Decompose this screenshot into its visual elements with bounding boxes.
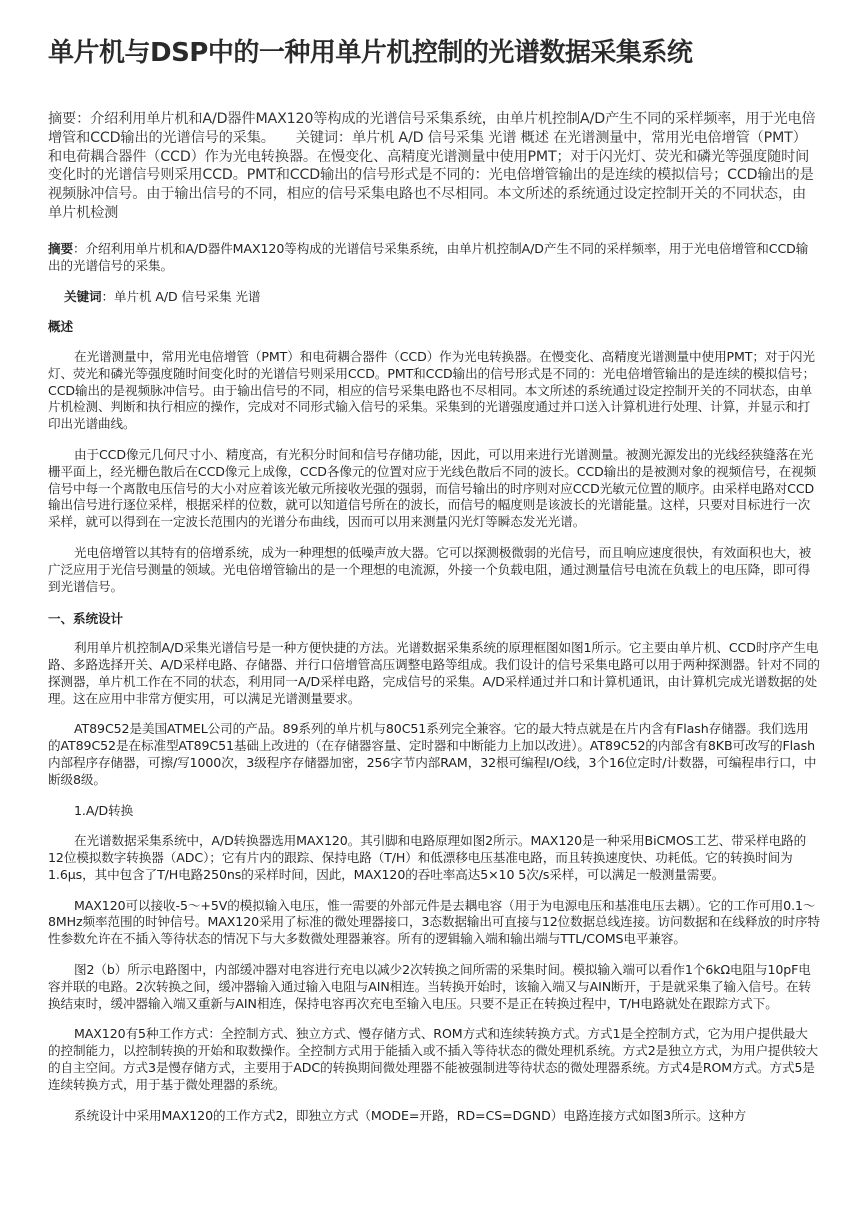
body-paragraph-3: 光电倍增管以其特有的倍增系统，成为一种理想的低噪声放大器。它可以探测极微弱的光信号，而且响应速度很快，有效面积也大，被广泛应用于光信号测量的领域。光电倍增管输出的是一个理想的电流源，外接一个负载电阻，通过测量信号电流在负载上的电压降，即可得到光谱信号。 <box>48 544 812 594</box>
keywords-label: 关键词 <box>64 289 102 305</box>
summary-paragraph: 摘要：介绍利用单片机和A/D器件MAX120等构成的光谱信号采集系统，由单片机控制A/D产生不同的采样频率，用于光电倍增管和CCD输出的光谱信号的采集。 关键词：单片机 A/D 信号采集 光谱 概述 在光谱测量中，常用光电倍增管（PMT）和电荷耦合器件（CCD）作为光电转换器。在慢变化、高精度光谱测量中使用PMT；对于闪光灯、荧光和磷光等强度随时间变化时的光谱信号则采用CCD。PMT和CCD输出的信号形式是不同的：光电倍增管输出的是连续的模拟信号；CCD输出的是视频脉冲信号。由于输出信号的不同，相应的信号采集电路也不尽相同。本文所述的系统通过设定控制开关的不同状态，由单片机检测 <box>48 111 816 221</box>
article-body <box>48 241 820 1125</box>
body-paragraph-9: MAX120有5种工作方式：全控制方式、独立方式、慢存储方式、ROM方式和连续转换方式。方式1是全控制方式，它为用户提供最大的控制能力，以控制转换的开始和取数操作。全控制方式用于能插入或不插入等待状态的微处理机系统。方式2是独立方式，为用户提供较大的自主空间。方式3是慢存储方式，主要用于ADC的转换期间微处理器不能被强制进等待状态的微处理器系统。方式4是ROM方式。方式5是连续转换方式，用于基于微处理器的系统。 <box>48 1026 819 1092</box>
keywords-text: ：单片机 A/D 信号采集 光谱 <box>101 289 261 305</box>
body-paragraph-4: 利用单片机控制A/D采集光谱信号是一种方便快捷的方法。光谱数据采集系统的原理框图如图1所示。它主要由单片机、CCD时序产生电路、多路选择开关、A/D采样电路、存储器、并行口倍增管高压调整电路等组成。我们设计的信号采集电路可以用于两种探测器。针对不同的探测器，单片机工作在不同的状态，利用同一A/D采样电路，完成信号的采集。A/D采样通过并口和计算机通讯，由计算机完成光谱数据的处理。这在应用中非常方便实用，可以满足光谱测量要求。 <box>48 640 820 706</box>
body-paragraph-7: MAX120可以接收-5～+5V的模拟输入电压，惟一需要的外部元件是去耦电容（用于为电源电压和基准电压去耦）。它的工作可用0.1～8MHz频率范围的时钟信号。MAX120采用了标准的微处理器接口，3态数据输出可直接与12位数据总线连接。访问数据和在线释放的时序特性参数允许在不插入等待状态的情况下与大多数微处理器兼容。所有的逻辑输入端和输出端与TTL/COMS电平兼容。 <box>48 897 821 947</box>
body-paragraph-8: 图2（b）所示电路图中，内部缓冲器对电容进行充电以减少2次转换之间所需的采集时间。模拟输入端可以看作1个6kΩ电阻与10pF电容并联的电路。2次转换之间，缓冲器输入通过输入电阻与AIN相连。当转换开始时，该输入端又与AIN断开，于是就采集了输入信号。在转换结束时，缓冲器输入端又重新与AIN相连，保持电容再次充电至输入电压。只要不是正在转换过程中，T/H电路就处在跟踪方式下。 <box>48 962 811 1011</box>
keywords-paragraph <box>48 289 820 306</box>
overview-heading: 概述 <box>48 319 73 335</box>
page-title: 单片机与DSP中的一种用单片机控制的光谱数据采集系统 <box>48 38 693 68</box>
section-heading-system-design: 一、系统设计 <box>48 611 123 627</box>
abstract-label: 摘要 <box>48 240 73 256</box>
body-paragraph-2: 由于CCD像元几何尺寸小、精度高，有光积分时间和信号存储功能，因此，可以用来进行光谱测量。被测光源发出的光线经狭缝落在光栅平面上，经光栅色散后在CCD像元上成像，CCD各像元的位置对应于光线色散后不同的波长。CCD输出的是被测对象的视频信号，在视频信号中每一个离散电压信号的大小对应着该光敏元所接收光强的强弱，而信号输出的时序则对应CCD光敏元位置的顺序。由采样电路对CCD输出信号进行逐位采样，根据采样的位数，就可以知道信号所在的波长，而信号的幅度则是该波长的光谱能量。这样，只要对目标进行一次采样，就可以得到在一定波长范围内的光谱分布曲线，因而可以用来测量闪光灯等瞬态发光光谱。 <box>48 446 817 530</box>
subheading-ad-conversion: 1.A/D转换 <box>74 802 134 818</box>
body-paragraph-10: 系统设计中采用MAX120的工作方式2，即独立方式（MODE=开路，RD=CS=DGND）电路连接方式如图3所示。这种方 <box>74 1107 747 1123</box>
abstract-paragraph <box>48 241 820 275</box>
abstract-text: ：介绍利用单片机和A/D器件MAX120等构成的光谱信号采集系统，由单片机控制A/D产生不同的采样频率，用于光电倍增管和CCD输出的光谱信号的采集。 <box>48 240 809 273</box>
body-paragraph-5: AT89C52是美国ATMEL公司的产品。89系列的单片机与80C51系列完全兼容。它的最大特点就是在片内含有Flash存储器。我们选用的AT89C52是在标准型AT89C51基础上改进的（在存储器容量、定时器和中断能力上加以改进）。AT89C52的内部含有8KB可改写的Flash内部程序存储器，可擦/写1000次，3级程序存储器加密，256字节内部RAM，32根可编程I/O线，3个16位定时/计数器，可编程串行口，中断级8级。 <box>48 721 817 787</box>
body-paragraph-6: 在光谱数据采集系统中，A/D转换器选用MAX120。其引脚和电路原理如图2所示。MAX120是一种采用BiCMOS工艺、带采样电路的12位模拟数字转换器（ADC）；它有片内的跟踪、保持电路（T/H）和低漂移电压基准电路，而且转换速度快、功耗低。它的转换时间为1.6μs，其中包含了T/H电路250ns的采样时间，因此，MAX120的吞吐率高达5×10 5次/s采样，可以满足一般测量需要。 <box>48 833 807 882</box>
body-paragraph-1: 在光谱测量中，常用光电倍增管（PMT）和电荷耦合器件（CCD）作为光电转换器。在慢变化、高精度光谱测量中使用PMT；对于闪光灯、荧光和磷光等强度随时间变化时的光谱信号则采用CCD。PMT和CCD输出的信号形式是不同的：光电倍增管输出的是连续的模拟信号；CCD输出的是视频脉冲信号。由于输出信号的不同，相应的信号采集电路也不尽相同。本文所述的系统通过设定控制开关的不同状态，由单片机检测、判断和执行相应的操作，完成对不同形式输入信号的采集。采集到的光谱强度通过并口送入计算机进行处理、计算，并显示和打印出光谱曲线。 <box>48 348 815 432</box>
